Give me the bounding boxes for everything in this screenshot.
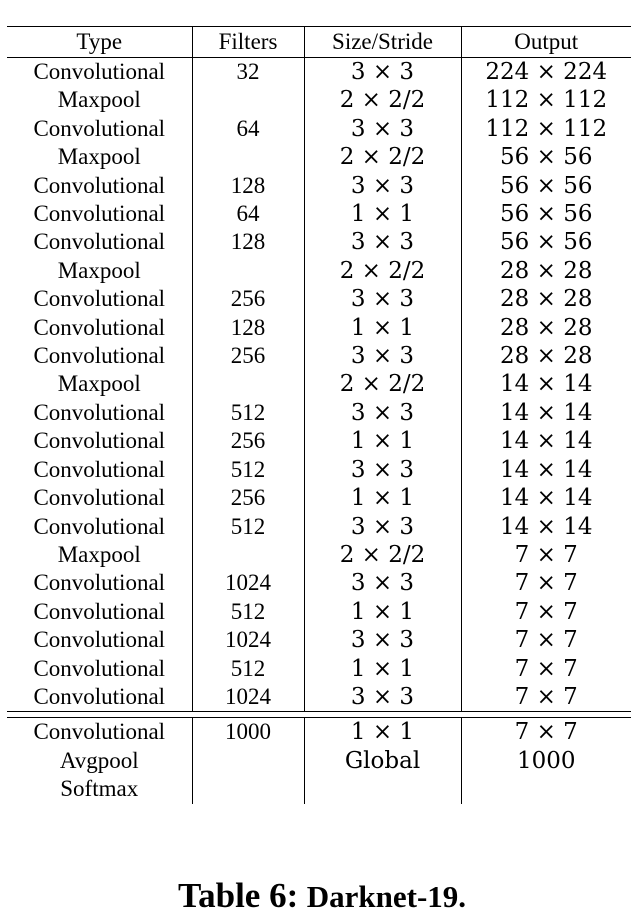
table-row	[7, 172, 631, 200]
cell-type: Softmax	[7, 775, 192, 803]
cell-output: 112 × 112	[485, 87, 608, 114]
cell-size-stride: 3 × 3	[304, 172, 461, 200]
cell-size-stride: 1 × 1	[304, 718, 461, 747]
cell-type: Convolutional	[7, 456, 192, 484]
cell-type: Maxpool	[7, 257, 192, 285]
table-row	[7, 115, 631, 143]
cell-type: Avgpool	[7, 747, 192, 775]
cell-type: Convolutional	[7, 569, 192, 597]
table-row	[7, 541, 631, 569]
cell-filters: 64	[192, 200, 304, 228]
cell-filters	[192, 86, 304, 114]
cell-type: Convolutional	[7, 58, 192, 87]
table-row	[7, 655, 631, 683]
cell-output: 14 × 14	[500, 485, 593, 512]
cell-type: Convolutional	[7, 626, 192, 654]
cell-type: Maxpool	[7, 541, 192, 569]
cell-output: 7 × 7	[514, 541, 578, 568]
cell-size-stride: 3 × 3	[304, 115, 461, 143]
cell-filters: 256	[192, 342, 304, 370]
cell-size-stride: 2 × 2/2	[304, 257, 461, 285]
cell-size-stride	[304, 775, 461, 803]
table-row	[7, 427, 631, 455]
darknet19-table-container	[7, 26, 631, 804]
cell-output: 7 × 7	[514, 598, 578, 625]
cell-type: Maxpool	[7, 143, 192, 171]
cell-size-stride: 1 × 1	[304, 598, 461, 626]
cell-output: 56 × 56	[500, 201, 593, 228]
cell-type: Convolutional	[7, 200, 192, 228]
cell-type: Maxpool	[7, 370, 192, 398]
cell-size-stride: 3 × 3	[304, 626, 461, 654]
darknet19-table	[7, 26, 631, 804]
cell-filters: 1024	[192, 569, 304, 597]
caption-label: Table 6:	[177, 876, 299, 915]
cell-output: 7 × 7	[514, 570, 578, 597]
cell-size-stride: 3 × 3	[304, 456, 461, 484]
cell-type: Convolutional	[7, 718, 192, 747]
table-row	[7, 626, 631, 654]
table-row	[7, 456, 631, 484]
cell-output: 7 × 7	[514, 655, 578, 682]
cell-type: Convolutional	[7, 427, 192, 455]
header-filters: Filters	[192, 27, 304, 58]
cell-output: 7 × 7	[461, 718, 631, 747]
cell-output: 14 × 14	[500, 371, 593, 398]
table-row	[7, 285, 631, 313]
cell-output: 14 × 14	[500, 513, 593, 540]
cell-size-stride: 3 × 3	[304, 58, 461, 87]
cell-type: Convolutional	[7, 314, 192, 342]
cell-size-stride: 3 × 3	[304, 342, 461, 370]
cell-filters	[192, 143, 304, 171]
cell-filters	[192, 541, 304, 569]
cell-size-stride: 1 × 1	[304, 655, 461, 683]
cell-filters: 256	[192, 427, 304, 455]
cell-filters: 1024	[192, 626, 304, 654]
cell-filters: 512	[192, 598, 304, 626]
cell-output	[461, 775, 631, 803]
cell-type: Convolutional	[7, 484, 192, 512]
cell-filters: 128	[192, 172, 304, 200]
cell-filters	[192, 775, 304, 803]
cell-size-stride: Global	[304, 747, 461, 775]
cell-size-stride: 3 × 3	[304, 513, 461, 541]
cell-output: 28 × 28	[500, 286, 593, 313]
table-body-main	[7, 58, 631, 712]
cell-filters: 512	[192, 456, 304, 484]
table-row	[7, 228, 631, 256]
cell-output: 56 × 56	[500, 229, 593, 256]
cell-output: 56 × 56	[500, 144, 593, 171]
cell-output: 14 × 14	[500, 456, 593, 483]
table-body-tail	[7, 712, 631, 804]
cell-type: Convolutional	[7, 228, 192, 256]
cell-type: Maxpool	[7, 86, 192, 114]
table-row	[7, 747, 631, 775]
cell-type: Convolutional	[7, 342, 192, 370]
cell-output: 1000	[516, 747, 576, 774]
cell-output: 28 × 28	[500, 257, 593, 284]
cell-output: 224 × 224	[485, 59, 608, 85]
cell-filters: 256	[192, 484, 304, 512]
cell-output: 14 × 14	[500, 428, 593, 455]
table-row	[7, 569, 631, 597]
cell-output: 7 × 7	[514, 627, 578, 654]
cell-type: Convolutional	[7, 655, 192, 683]
cell-type: Convolutional	[7, 683, 192, 712]
caption-title: Darknet-19.	[306, 879, 467, 914]
table-row	[7, 86, 631, 114]
cell-size-stride: 1 × 1	[304, 484, 461, 512]
cell-filters: 1000	[192, 718, 304, 747]
cell-type: Convolutional	[7, 115, 192, 143]
cell-size-stride: 2 × 2/2	[304, 541, 461, 569]
cell-type: Convolutional	[7, 598, 192, 626]
table-row	[7, 257, 631, 285]
cell-filters: 512	[192, 513, 304, 541]
table-row	[7, 200, 631, 228]
cell-filters: 128	[192, 228, 304, 256]
cell-type: Convolutional	[7, 285, 192, 313]
cell-filters: 1024	[192, 683, 304, 712]
cell-output: 112 × 112	[485, 115, 608, 142]
cell-size-stride: 1 × 1	[304, 427, 461, 455]
cell-filters	[192, 747, 304, 775]
header-type: Type	[7, 27, 192, 58]
cell-size-stride: 1 × 1	[304, 200, 461, 228]
table-row	[7, 513, 631, 541]
table-header-row	[7, 27, 631, 58]
table-row	[7, 775, 631, 803]
cell-filters	[192, 370, 304, 398]
table-row	[7, 370, 631, 398]
cell-size-stride: 3 × 3	[304, 399, 461, 427]
cell-size-stride: 2 × 2/2	[304, 143, 461, 171]
cell-type: Convolutional	[7, 399, 192, 427]
cell-size-stride: 3 × 3	[304, 683, 461, 712]
cell-output: 28 × 28	[500, 314, 593, 341]
cell-output: 14 × 14	[500, 399, 593, 426]
table-row	[7, 399, 631, 427]
cell-size-stride: 2 × 2/2	[304, 370, 461, 398]
cell-filters: 64	[192, 115, 304, 143]
cell-filters: 32	[192, 58, 304, 87]
cell-filters: 512	[192, 399, 304, 427]
cell-type: Convolutional	[7, 513, 192, 541]
table-row	[7, 718, 631, 747]
cell-filters	[192, 257, 304, 285]
table-row	[7, 598, 631, 626]
table-row	[7, 314, 631, 342]
cell-size-stride: 1 × 1	[304, 314, 461, 342]
cell-filters: 512	[192, 655, 304, 683]
header-size-stride: Size/Stride	[304, 27, 461, 58]
table-row	[7, 683, 631, 712]
cell-size-stride: 2 × 2/2	[304, 86, 461, 114]
cell-output: 56 × 56	[500, 172, 593, 199]
cell-output: 28 × 28	[500, 343, 593, 370]
table-caption	[0, 876, 644, 917]
header-output: Output	[461, 27, 631, 58]
cell-type: Convolutional	[7, 172, 192, 200]
cell-filters: 256	[192, 285, 304, 313]
cell-size-stride: 3 × 3	[304, 569, 461, 597]
cell-filters: 128	[192, 314, 304, 342]
table-row	[7, 58, 631, 87]
cell-size-stride: 3 × 3	[304, 228, 461, 256]
cell-size-stride: 3 × 3	[304, 285, 461, 313]
table-row	[7, 484, 631, 512]
table-row	[7, 342, 631, 370]
cell-output: 7 × 7	[461, 683, 631, 712]
table-row	[7, 143, 631, 171]
